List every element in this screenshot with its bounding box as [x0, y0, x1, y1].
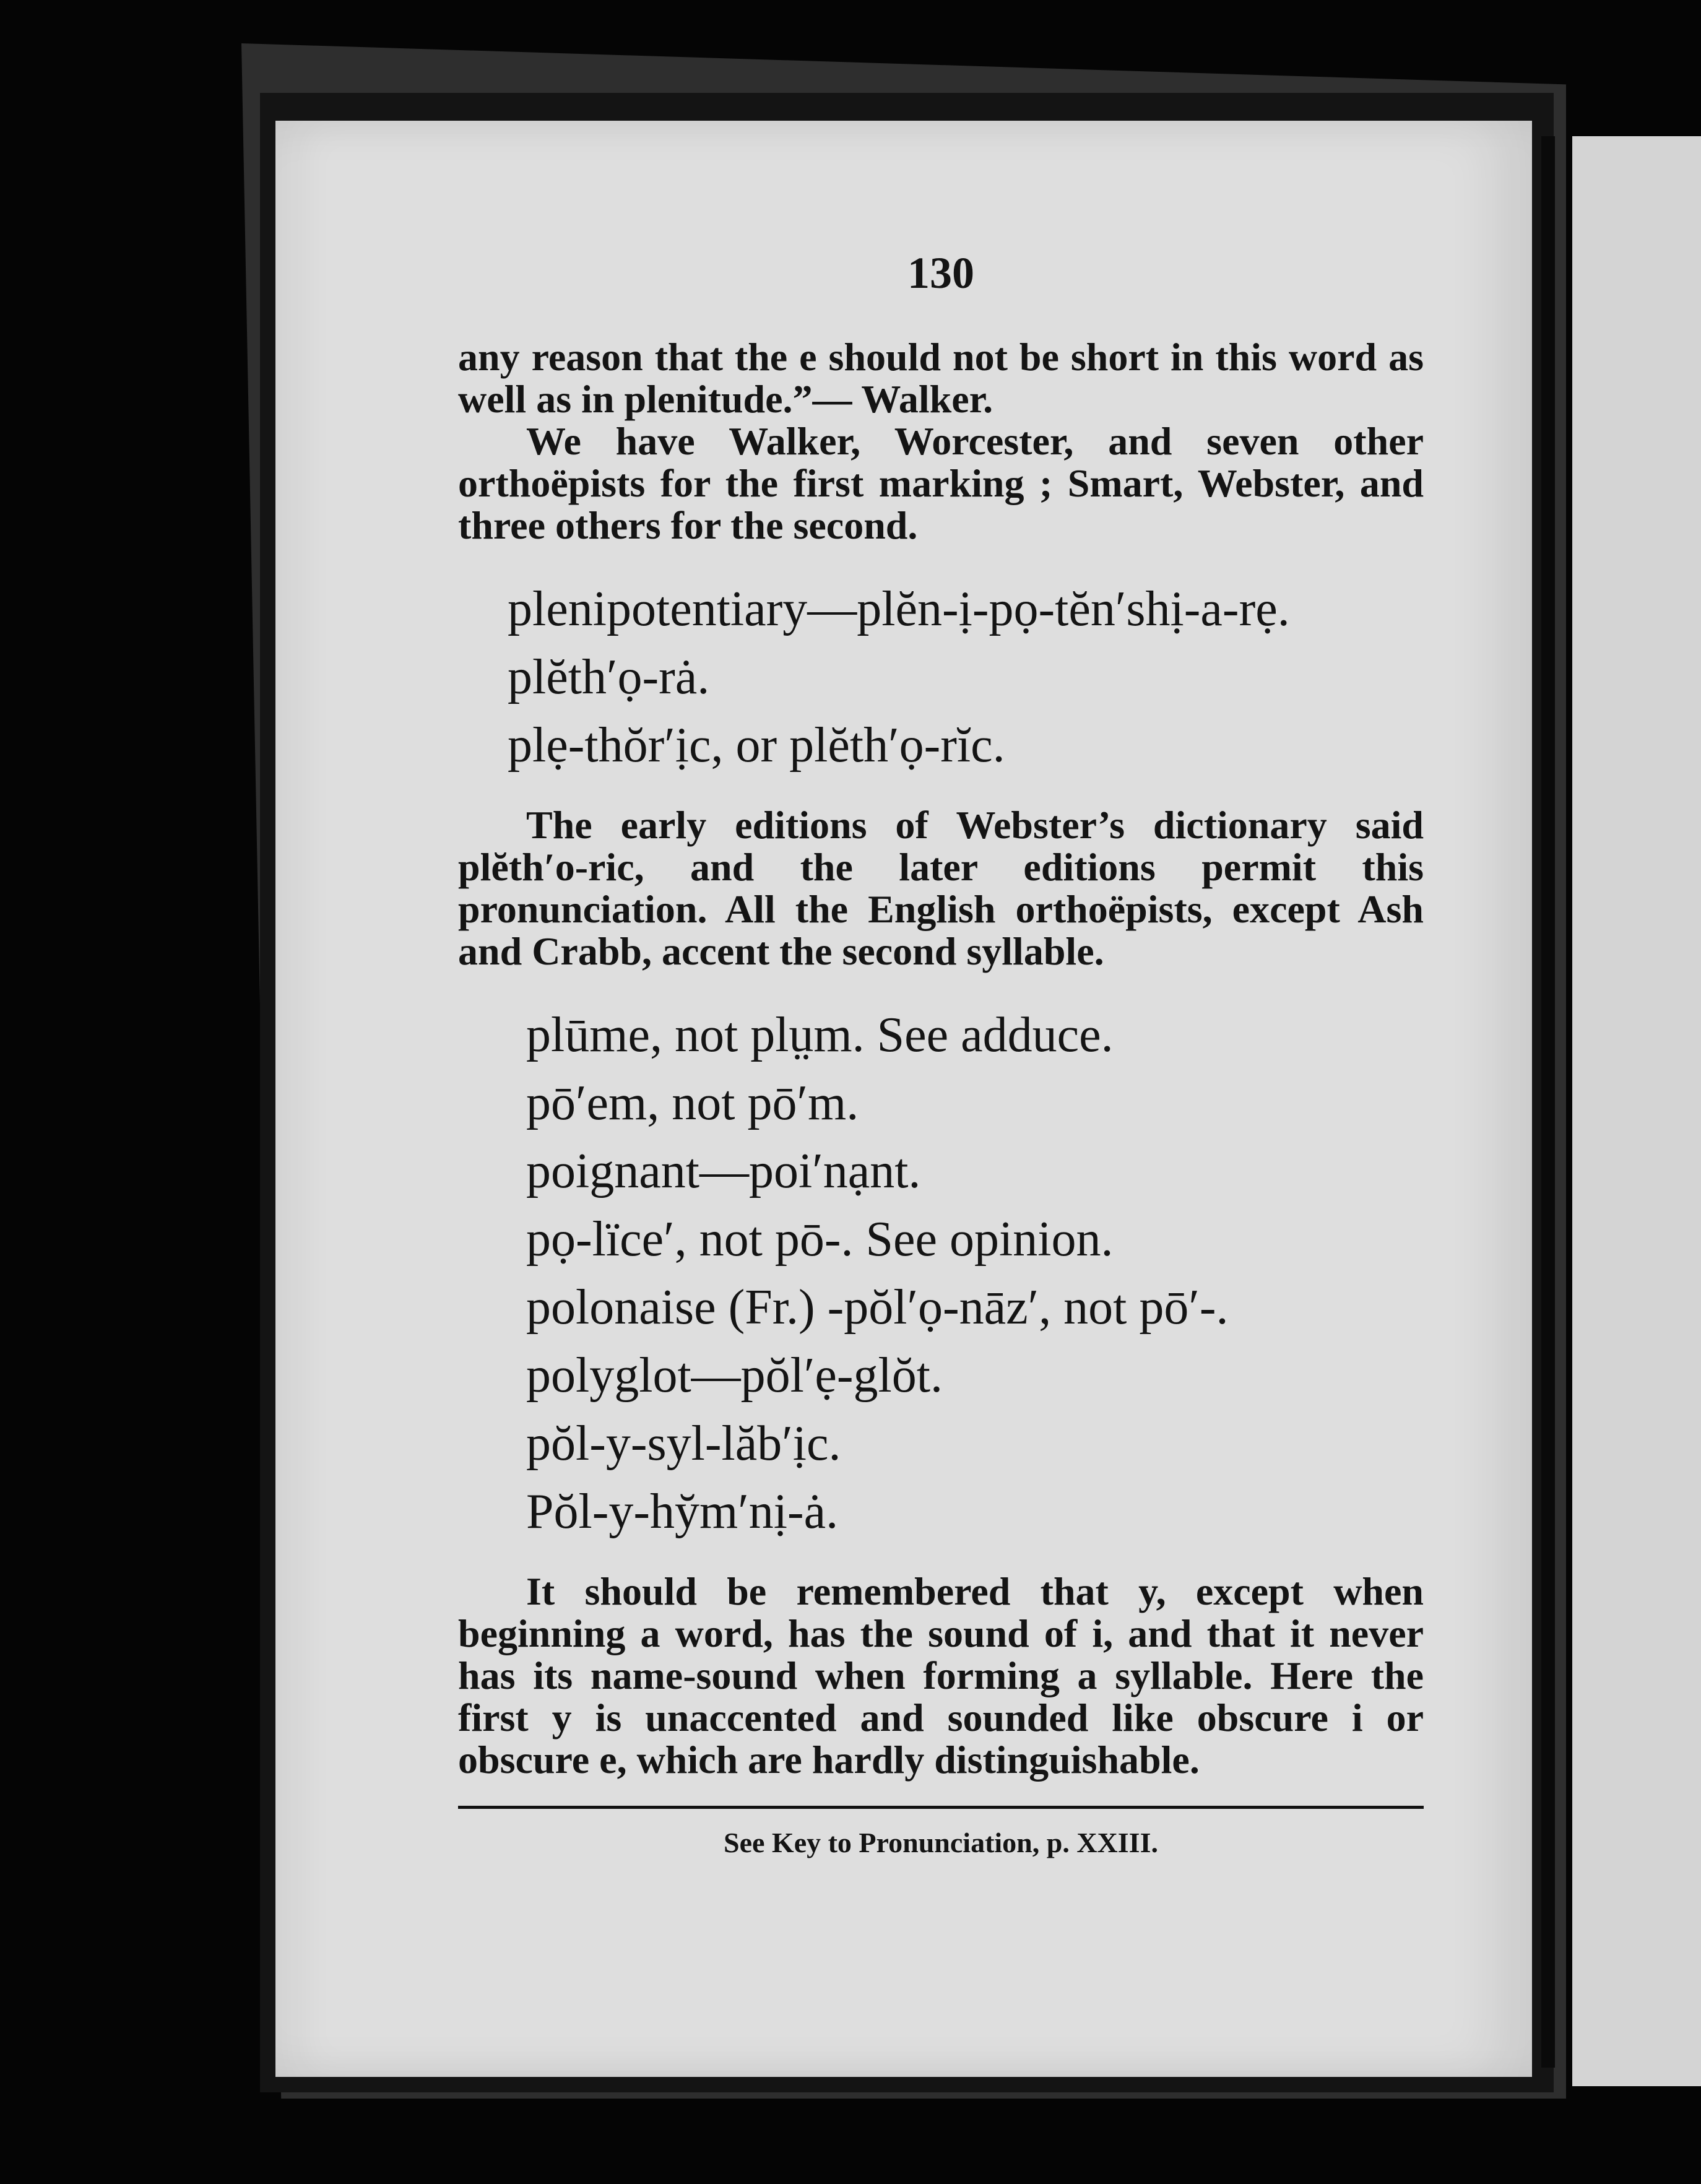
page-number: 130: [907, 248, 974, 298]
paragraph-2: We have Walker, Worcester, and seven other orthoëpists for the first marking ; Smart, Webster, and three others for the second.: [458, 419, 1424, 547]
entry: plĕth′ọ-rȧ.: [508, 650, 710, 704]
paragraph-1: any reason that the e should not be short in this word as well as in plenitude.”— Walker.: [458, 335, 1424, 421]
entry: Pŏl-y-hy̆m′nị-ȧ.: [526, 1484, 839, 1539]
entry: plenipotentiary—plĕn-ị-pọ-tĕn′shị-a-rẹ.: [508, 582, 1290, 636]
footer-divider: [458, 1806, 1424, 1809]
page-text: [458, 248, 1424, 1859]
entry: pọ-lïce′, not pō-. See opinion.: [526, 1212, 1114, 1267]
entry-list-2: [526, 1001, 1424, 1546]
gutter: [1541, 136, 1555, 2068]
entry: pō′em, not pō′m.: [526, 1076, 859, 1130]
entry: plūme, not plṳm. See adduce.: [526, 1008, 1114, 1062]
footer-note: See Key to Pronunciation, p. XXIII.: [724, 1827, 1158, 1858]
entry: plẹ-thŏr′ịc, or plĕth′ọ-rĭc.: [508, 718, 1005, 773]
facing-page: [1572, 136, 1701, 2086]
paragraph-3: The early editions of Webster’s dictionary said plĕth′o-ric, and the later editions permit this pronunciation. All the English orthoëpists, except Ash and Crabb, accent the second syllable.: [458, 803, 1424, 973]
entry: poignant—poi′nạnt.: [526, 1144, 921, 1198]
entry: polyglot—pŏl′ẹ-glŏt.: [526, 1348, 943, 1403]
entry: polonaise (Fr.) -pŏl′ọ-nāz′, not pō′-.: [526, 1280, 1229, 1335]
entry: pŏl-y-syl-lăb′ịc.: [526, 1416, 841, 1471]
entry-list-1: [508, 575, 1424, 779]
paragraph-4: It should be remembered that y, except when beginning a word, has the sound of i, and that it never has its name-sound when forming a syllable. Here the first y is unaccented and sounded like obscure i or obscure e, which are hardly distinguishable.: [458, 1569, 1424, 1782]
